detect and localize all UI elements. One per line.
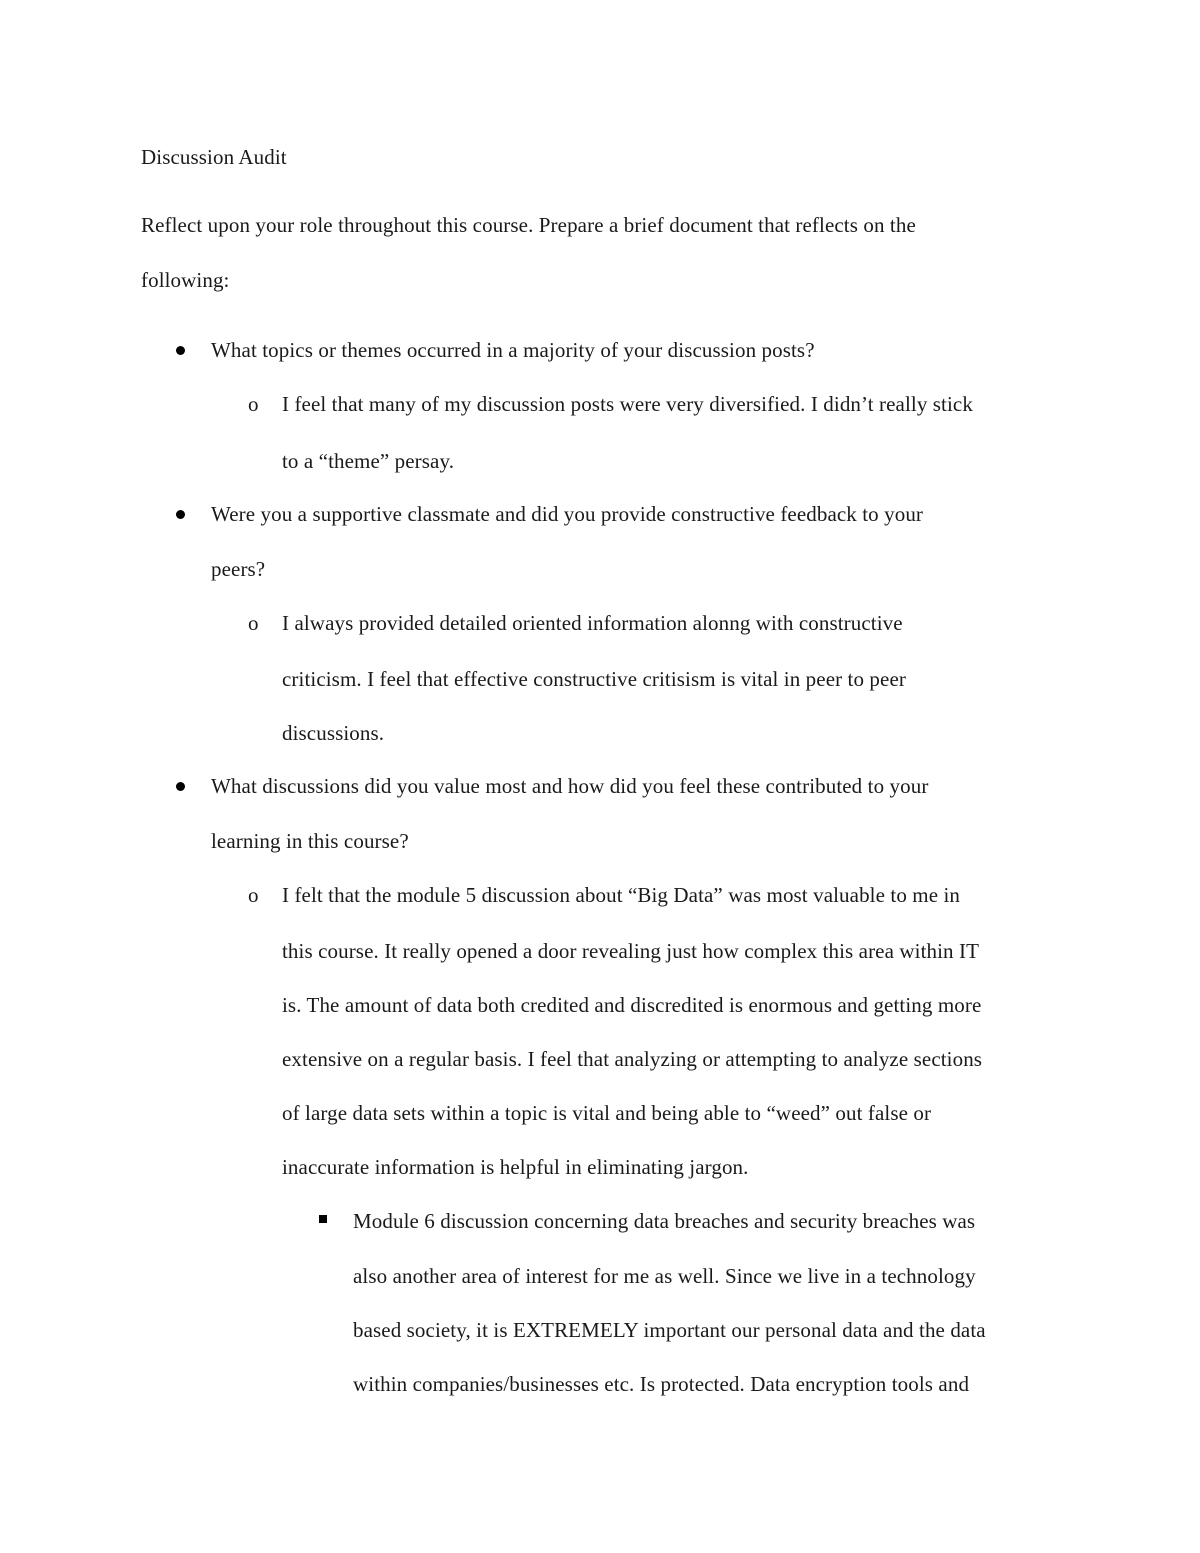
intro-line: following:: [141, 268, 230, 292]
answer-3-line: this course. It really opened a door revealing just how complex this area within IT: [282, 939, 980, 963]
intro-line: Reflect upon your role throughout this course. Prepare a brief document that reflects on the: [141, 213, 916, 237]
question-2-line: peers?: [211, 557, 266, 581]
answer-3-sub-line: Module 6 discussion concerning data breaches and security breaches was: [353, 1209, 976, 1233]
square-bullet-icon: [319, 1215, 327, 1223]
circle-bullet-icon: o: [248, 392, 259, 416]
answer-3-line: I felt that the module 5 discussion about “Big Data” was most valuable to me in: [282, 883, 961, 907]
answer-3-line: inaccurate information is helpful in eliminating jargon.: [282, 1155, 749, 1179]
document-title: Discussion Audit: [141, 145, 287, 169]
answer-1-line: I feel that many of my discussion posts were very diversified. I didn’t really stick: [282, 392, 973, 416]
answer-3-sub-line: also another area of interest for me as well. Since we live in a technology: [353, 1264, 976, 1288]
answer-1-line: to a “theme” persay.: [282, 449, 455, 473]
question-1-line: What topics or themes occurred in a majority of your discussion posts?: [211, 338, 815, 362]
answer-2-line: discussions.: [282, 721, 385, 745]
question-3-line: What discussions did you value most and how did you feel these contributed to your: [211, 774, 929, 798]
bullet-dot-icon: [176, 510, 185, 519]
answer-3-line: extensive on a regular basis. I feel that analyzing or attempting to analyze sections: [282, 1047, 983, 1071]
answer-2-line: criticism. I feel that effective constructive critisism is vital in peer to peer: [282, 667, 906, 691]
bullet-dot-icon: [176, 346, 185, 355]
answer-3-line: is. The amount of data both credited and discredited is enormous and getting more: [282, 993, 982, 1017]
circle-bullet-icon: o: [248, 883, 259, 907]
circle-bullet-icon: o: [248, 611, 259, 635]
question-2-line: Were you a supportive classmate and did you provide constructive feedback to your: [211, 502, 924, 526]
answer-3-sub-line: based society, it is EXTREMELY important our personal data and the data: [353, 1318, 986, 1342]
answer-3-sub-line: within companies/businesses etc. Is protected. Data encryption tools and: [353, 1372, 970, 1396]
question-3-line: learning in this course?: [211, 829, 409, 853]
answer-3-line: of large data sets within a topic is vital and being able to “weed” out false or: [282, 1101, 932, 1125]
bullet-dot-icon: [176, 782, 185, 791]
answer-2-line: I always provided detailed oriented information alonng with constructive: [282, 611, 903, 635]
